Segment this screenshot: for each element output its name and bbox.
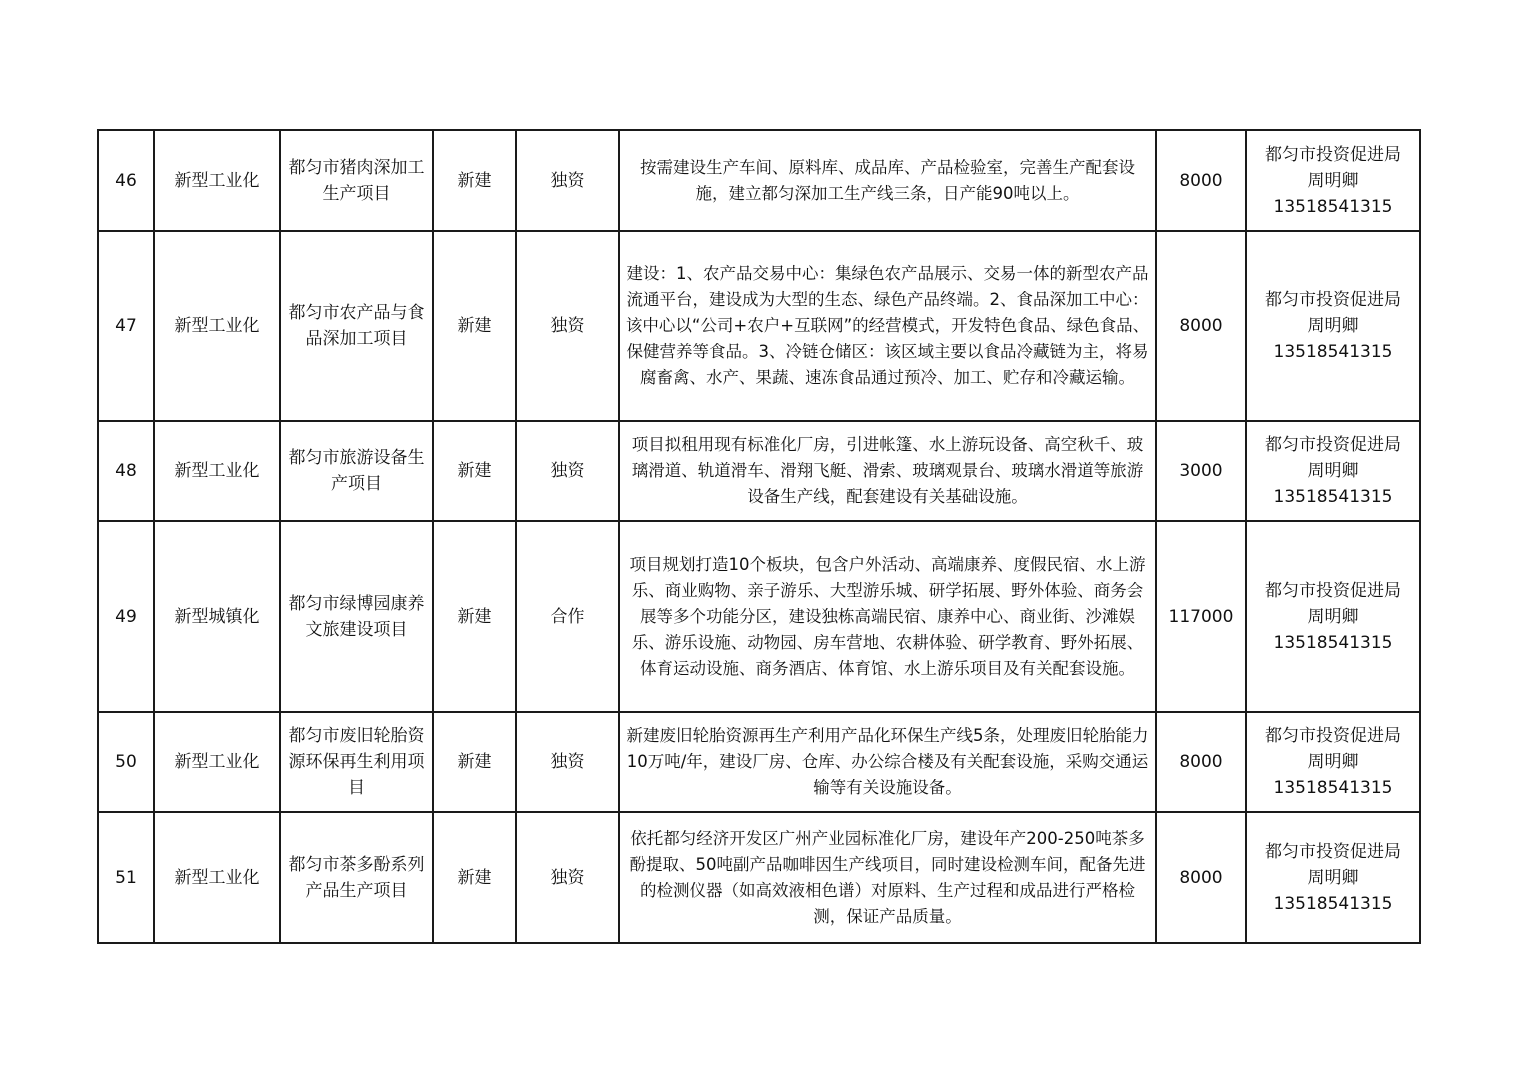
contact-phone: 13518541315 — [1273, 632, 1393, 653]
contact-organization: 都匀市投资促进局 — [1265, 726, 1401, 746]
contact-person: 周明卿 — [1307, 752, 1359, 772]
construction-type: 新建 — [433, 231, 516, 421]
contact-cell — [1246, 521, 1420, 712]
project-content: 项目拟租用现有标准化厂房，引进帐篷、水上游玩设备、高空秋千、玻璃滑道、轨道滑车、滑翔飞艇、滑索、玻璃观景台、玻璃水滑道等旅游设备生产线，配套建设有关基础设施。 — [619, 421, 1156, 521]
table-row — [98, 712, 1420, 812]
contact-person: 周明卿 — [1307, 867, 1359, 888]
cooperation-mode: 独资 — [516, 421, 619, 521]
table-row — [98, 130, 1420, 231]
contact-cell — [1246, 812, 1420, 943]
contact-organization: 都匀市投资促进局 — [1265, 841, 1401, 862]
cooperation-mode: 独资 — [516, 130, 619, 231]
cooperation-mode: 合作 — [516, 521, 619, 712]
investment-amount: 8000 — [1156, 712, 1246, 812]
contact-phone: 13518541315 — [1273, 342, 1393, 362]
construction-type: 新建 — [433, 421, 516, 521]
table-row — [98, 812, 1420, 943]
cooperation-mode: 独资 — [516, 812, 619, 943]
row-number: 49 — [98, 521, 154, 712]
contact-person: 周明卿 — [1307, 606, 1359, 627]
contact-phone: 13518541315 — [1273, 487, 1393, 507]
investment-amount: 117000 — [1156, 521, 1246, 712]
contact-organization: 都匀市投资促进局 — [1265, 580, 1401, 601]
investment-amount: 8000 — [1156, 812, 1246, 943]
industry-category: 新型工业化 — [154, 421, 280, 521]
project-content: 新建废旧轮胎资源再生产利用产品化环保生产线5条，处理废旧轮胎能力10万吨/年，建设厂房、仓库、办公综合楼及有关配套设施，采购交通运输等有关设施设备。 — [619, 712, 1156, 812]
contact-cell — [1246, 712, 1420, 812]
table-row — [98, 521, 1420, 712]
row-number: 48 — [98, 421, 154, 521]
investment-amount: 3000 — [1156, 421, 1246, 521]
construction-type: 新建 — [433, 521, 516, 712]
row-number: 47 — [98, 231, 154, 421]
industry-category: 新型城镇化 — [154, 521, 280, 712]
contact-organization: 都匀市投资促进局 — [1265, 290, 1401, 310]
investment-amount: 8000 — [1156, 130, 1246, 231]
row-number: 50 — [98, 712, 154, 812]
construction-type: 新建 — [433, 130, 516, 231]
construction-type: 新建 — [433, 712, 516, 812]
contact-organization: 都匀市投资促进局 — [1265, 435, 1401, 455]
investment-amount: 8000 — [1156, 231, 1246, 421]
industry-category: 新型工业化 — [154, 712, 280, 812]
industry-category: 新型工业化 — [154, 130, 280, 231]
project-content: 按需建设生产车间、原料库、成品库、产品检验室，完善生产配套设施，建立都匀深加工生产线三条，日产能90吨以上。 — [619, 130, 1156, 231]
project-content: 建设：1、农产品交易中心：集绿色农产品展示、交易一体的新型农产品流通平台，建设成为大型的生态、绿色产品终端。2、食品深加工中心：该中心以“公司+农户+互联网”的经营模式，开发特色食品、绿色食品、保健营养等食品。3、冷链仓储区：该区域主要以食品冷藏链为主，将易腐畜禽、水产、果蔬、速冻食品通过预冷、加工、贮存和冷藏运输。 — [619, 231, 1156, 421]
project-name: 都匀市旅游设备生产项目 — [280, 421, 433, 521]
construction-type: 新建 — [433, 812, 516, 943]
contact-person: 周明卿 — [1307, 316, 1359, 336]
project-name: 都匀市猪肉深加工生产项目 — [280, 130, 433, 231]
row-number: 46 — [98, 130, 154, 231]
contact-person: 周明卿 — [1307, 461, 1359, 481]
project-name: 都匀市废旧轮胎资源环保再生利用项目 — [280, 712, 433, 812]
contact-organization: 都匀市投资促进局 — [1265, 144, 1401, 165]
contact-cell — [1246, 231, 1420, 421]
contact-cell — [1246, 130, 1420, 231]
cooperation-mode: 独资 — [516, 712, 619, 812]
contact-phone: 13518541315 — [1273, 196, 1393, 217]
table-row — [98, 231, 1420, 421]
industry-category: 新型工业化 — [154, 812, 280, 943]
project-table — [97, 129, 1421, 944]
project-content: 依托都匀经济开发区广州产业园标准化厂房，建设年产200-250吨茶多酚提取、50吨副产品咖啡因生产线项目，同时建设检测车间，配备先进的检测仪器（如高效液相色谱）对原料、生产过程和成品进行严格检测，保证产品质量。 — [619, 812, 1156, 943]
project-name: 都匀市绿博园康养文旅建设项目 — [280, 521, 433, 712]
cooperation-mode: 独资 — [516, 231, 619, 421]
contact-phone: 13518541315 — [1273, 893, 1393, 914]
contact-cell — [1246, 421, 1420, 521]
contact-person: 周明卿 — [1307, 170, 1359, 191]
project-name: 都匀市茶多酚系列产品生产项目 — [280, 812, 433, 943]
project-content: 项目规划打造10个板块，包含户外活动、高端康养、度假民宿、水上游乐、商业购物、亲子游乐、大型游乐城、研学拓展、野外体验、商务会展等多个功能分区，建设独栋高端民宿、康养中心、商业街、沙滩娱乐、游乐设施、动物园、房车营地、农耕体验、研学教育、野外拓展、体育运动设施、商务酒店、体育馆、水上游乐项目及有关配套设施。 — [619, 521, 1156, 712]
table-row — [98, 421, 1420, 521]
project-name: 都匀市农产品与食品深加工项目 — [280, 231, 433, 421]
row-number: 51 — [98, 812, 154, 943]
industry-category: 新型工业化 — [154, 231, 280, 421]
contact-phone: 13518541315 — [1273, 778, 1393, 798]
